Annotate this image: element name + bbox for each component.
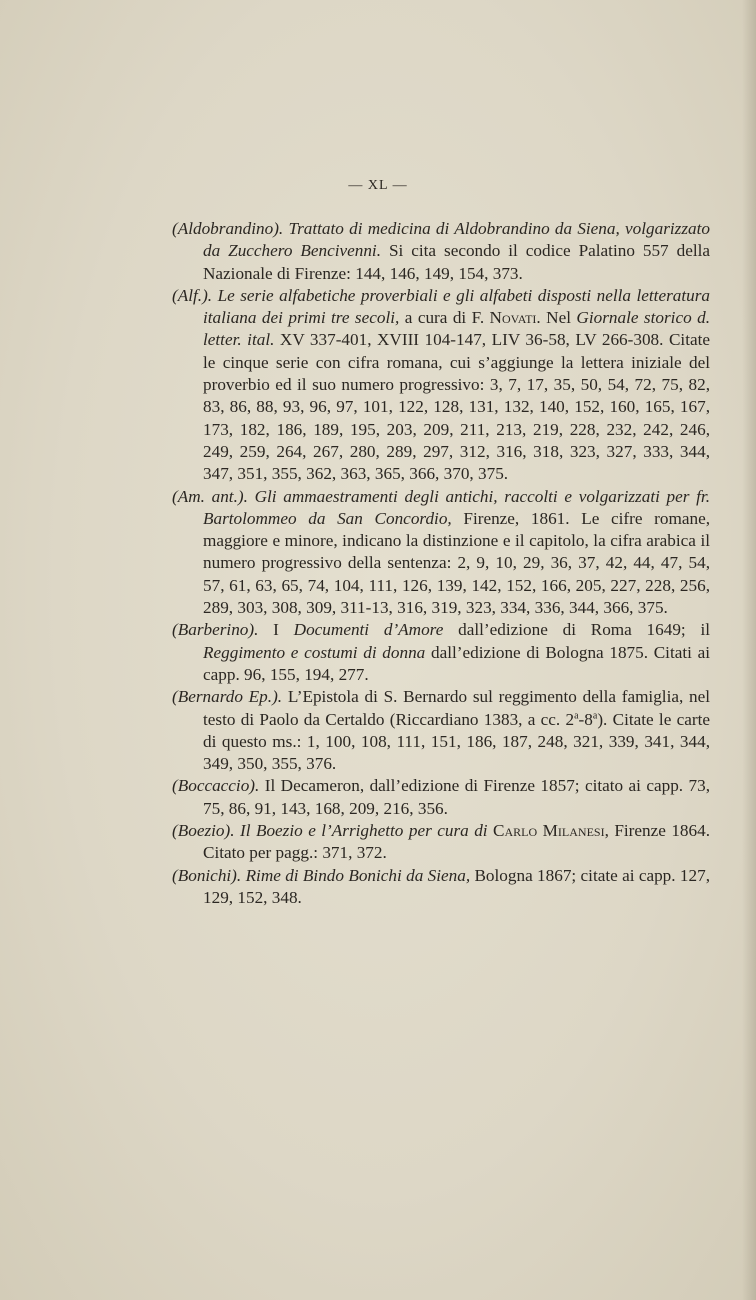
entry-text: Bologna 1867; citate ai capp. 127, 129, 152, 348. bbox=[203, 865, 710, 907]
entry-text: XV 337-401, XVIII 104-147, LIV 36-58, LV 266-308. Citate le cinque serie con cifra romana, cui s’aggiunge la lettera iniziale del proverbio ed il suo numero progressivo: 3, 7, 17, 35, 50, 54, 72, 75, 82, 83, 86, 88, 93, 96, 97, 101, 122, 128, 131, 132, 140, 152, 160, 165, 167, 173, 182, 186, 189, 195, 203, 209, 211, 213, 219, 228, 232, 242, 246, 249, 259, 264, 267, 280, 289, 297, 312, 316, 318, 323, 327, 333, 344, 347, 351, 355, 362, 363, 365, 366, 370, 375. bbox=[203, 330, 711, 484]
superscript: a bbox=[574, 709, 579, 721]
entry-text: Il Decameron, dall’edizione di Firenze 1857; citato ai capp. 73, 75, 86, 91, 143, 168, 209, 216, 356. bbox=[203, 776, 711, 818]
page-edge-shadow bbox=[742, 0, 756, 1300]
entry-alf bbox=[172, 285, 710, 486]
superscript: a bbox=[592, 709, 598, 721]
entry-abbreviation: (Am. ant.). bbox=[172, 486, 248, 506]
entry-title: Le serie alfabetiche proverbiali e gli alfabeti disposti nella letteratura italiana dei primi tre secoli, bbox=[203, 285, 711, 328]
entry-aldobrandino bbox=[172, 218, 710, 285]
entry-title: Reggimento e costumi di donna bbox=[203, 642, 426, 662]
entry-text: a cura di bbox=[404, 308, 467, 328]
entry-text: L’Epistola di S. Bernardo sul reggimento della famiglia, nel testo di Paolo da Certaldo (Riccardiano 1383, a cc. 2 bbox=[203, 687, 710, 729]
page-header: — XL — bbox=[348, 178, 408, 193]
entry-author: F. Novati. bbox=[471, 308, 541, 328]
entry-title: Documenti d’Amore bbox=[293, 620, 444, 640]
bibliography-list bbox=[172, 218, 710, 909]
entry-abbreviation: (Boccaccio). bbox=[172, 776, 260, 796]
entry-text: dall’edizione di Roma 1649; il bbox=[458, 620, 711, 640]
entry-text: -8 bbox=[578, 709, 593, 729]
entry-text: ). Citate le carte di questo ms.: 1, 100, 108, 111, 151, 186, 187, 248, 321, 339, 341, 344, 349, 350, 355, 376. bbox=[203, 709, 710, 774]
entry-abbreviation: (Bonichi). bbox=[172, 865, 242, 885]
entry-abbreviation: (Boezio). bbox=[172, 821, 235, 841]
entry-text: I bbox=[273, 620, 279, 640]
entry-bonichi bbox=[172, 865, 710, 910]
entry-journal: Giornale storico d. letter. ital. bbox=[203, 308, 710, 350]
entry-text: Nel bbox=[546, 308, 571, 328]
entry-boezio bbox=[172, 820, 710, 865]
entry-abbreviation: (Alf.). bbox=[172, 285, 213, 305]
entry-title: Il Boezio e l’Arrighetto per cura di bbox=[240, 821, 488, 841]
entry-boccaccio bbox=[172, 775, 710, 820]
entry-text: Si cita secondo il codice Palatino 557 della Nazionale di Firenze: 144, 146, 149, 154, 373. bbox=[203, 241, 711, 283]
entry-title: Gli ammaestramenti degli antichi, raccolti e volgarizzati per fr. Bartolommeo da San Concordio, bbox=[203, 486, 711, 528]
entry-title: Rime di Bindo Bonichi da Siena, bbox=[245, 865, 471, 885]
entry-am-ant bbox=[172, 486, 710, 620]
entry-title: Trattato di medicina di Aldobrandino da Siena, volgarizzato da Zucchero Bencivenni. bbox=[203, 219, 711, 261]
entry-text: Firenze 1864. Citato per pagg.: 371, 372. bbox=[203, 821, 711, 863]
entry-abbreviation: (Aldobrandino). bbox=[172, 219, 284, 238]
entry-abbreviation: (Bernardo Ep.). bbox=[172, 687, 283, 707]
entry-bernardo-ep bbox=[172, 686, 710, 775]
entry-abbreviation: (Barberino). bbox=[172, 620, 259, 640]
entry-author: Carlo Milanesi, bbox=[493, 821, 609, 841]
entry-text: Firenze, 1861. Le cifre romane, maggiore e minore, indicano la distinzione e il capitolo, la cifra arabica il numero progressivo della sentenza: 2, 9, 10, 29, 36, 37, 42, 44, 47, 54, 57, 61, 63, 65, 74, 104, 111, 126, 139, 142, 152, 166, 205, 227, 228, 256, 289, 303, 308, 309, 311-13, 316, 319, 323, 334, 336, 344, 366, 375. bbox=[203, 508, 711, 618]
entry-text: dall’edizione di Bologna 1875. Citati ai capp. 96, 155, 194, 277. bbox=[203, 642, 710, 684]
entry-barberino bbox=[172, 619, 710, 686]
